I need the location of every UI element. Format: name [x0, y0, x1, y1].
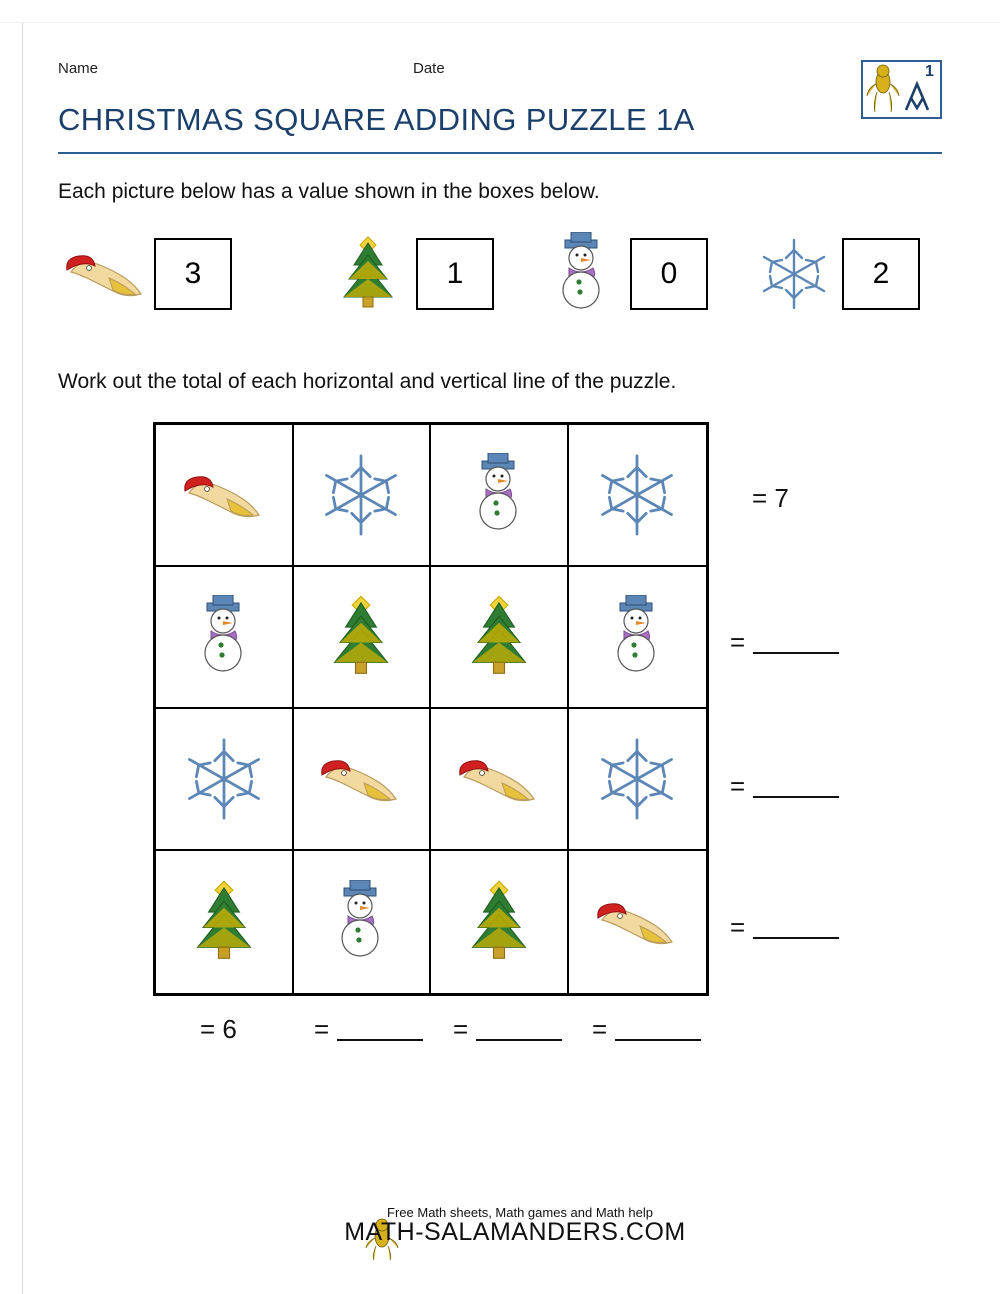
- grid-cell: [294, 851, 432, 993]
- row-total-1[interactable]: [752, 483, 789, 514]
- logo-level-number: 1: [925, 63, 934, 80]
- snowflake-icon: [591, 733, 683, 825]
- col-total-1-text: = 6: [200, 1014, 237, 1044]
- key-item-worm: [58, 228, 232, 320]
- row-total-3-blank[interactable]: [753, 776, 839, 798]
- grid-cell: [431, 425, 569, 567]
- snowman-icon: [602, 595, 672, 679]
- snowman-icon: [534, 230, 630, 318]
- col-total-3-text: =: [453, 1014, 469, 1044]
- key-value-tree: 1: [416, 238, 494, 310]
- footer-tagline: Free Math sheets, Math games and Math help: [387, 1205, 653, 1220]
- worm-icon: [58, 230, 154, 318]
- snowflake-icon: [315, 449, 407, 541]
- snowman-icon: [189, 595, 259, 679]
- grid-cell: [156, 709, 294, 851]
- salamander-logo-icon: [863, 62, 940, 117]
- grid-cell: [569, 851, 707, 993]
- row-total-3-text: =: [730, 771, 746, 801]
- grid-cell: [156, 425, 294, 567]
- col-total-2-blank[interactable]: [337, 1019, 423, 1041]
- puzzle-grid: [153, 422, 709, 996]
- worm-icon: [452, 747, 546, 811]
- key-value-snowflake: 2: [842, 238, 920, 310]
- row-total-2-blank[interactable]: [753, 632, 839, 654]
- christmas-tree-icon: [466, 591, 532, 683]
- instruction-line-1: Each picture below has a value shown in the boxes below.: [58, 180, 600, 203]
- grid-cell: [294, 425, 432, 567]
- snowman-icon: [326, 880, 396, 964]
- grid-cell: [294, 567, 432, 709]
- col-total-4-text: =: [592, 1014, 608, 1044]
- row-total-4-text: =: [730, 912, 746, 942]
- christmas-tree-icon: [466, 876, 532, 968]
- grid-cell: [431, 851, 569, 993]
- grid-cell: [156, 567, 294, 709]
- grid-cell: [156, 851, 294, 993]
- key-item-tree: [320, 228, 494, 320]
- grid-cell: [569, 425, 707, 567]
- value-key-row: [58, 228, 938, 320]
- col-total-4-blank[interactable]: [615, 1019, 701, 1041]
- grid-cell: [569, 567, 707, 709]
- worm-icon: [177, 463, 271, 527]
- key-item-snowman: [534, 228, 708, 320]
- footer-site[interactable]: MATH-SALAMANDERS.COM: [344, 1218, 686, 1246]
- col-total-3[interactable]: [453, 1014, 562, 1045]
- snowflake-icon: [178, 733, 270, 825]
- row-total-4[interactable]: [730, 912, 839, 943]
- date-label: Date: [413, 60, 445, 77]
- key-item-snowflake: [746, 228, 920, 320]
- key-value-worm: 3: [154, 238, 232, 310]
- worm-icon: [314, 747, 408, 811]
- grid-cell: [431, 567, 569, 709]
- row-total-3[interactable]: [730, 771, 839, 802]
- col-total-2-text: =: [314, 1014, 330, 1044]
- key-value-snowman: 0: [630, 238, 708, 310]
- col-total-1[interactable]: [200, 1014, 237, 1045]
- snowman-icon: [464, 453, 534, 537]
- grid-cell: [431, 709, 569, 851]
- christmas-tree-icon: [191, 876, 257, 968]
- row-total-2[interactable]: [730, 627, 839, 658]
- footer: [0, 1205, 1000, 1247]
- page-top-margin: [0, 0, 1000, 23]
- grid-cell: [294, 709, 432, 851]
- row-total-2-text: =: [730, 627, 746, 657]
- col-total-2[interactable]: [314, 1014, 423, 1045]
- name-label: Name: [58, 60, 99, 77]
- title-divider: [58, 152, 942, 154]
- col-total-4[interactable]: [592, 1014, 701, 1045]
- christmas-tree-icon: [320, 230, 416, 318]
- row-total-1-text: = 7: [752, 483, 789, 513]
- worm-icon: [590, 890, 684, 954]
- col-total-3-blank[interactable]: [476, 1019, 562, 1041]
- snowflake-icon: [746, 230, 842, 318]
- snowflake-icon: [591, 449, 683, 541]
- page-left-margin: [0, 0, 23, 1294]
- christmas-tree-icon: [328, 591, 394, 683]
- instruction-line-2: Work out the total of each horizontal and vertical line of the puzzle.: [58, 370, 677, 393]
- grid-cell: [569, 709, 707, 851]
- page-title: CHRISTMAS SQUARE ADDING PUZZLE 1A: [58, 102, 695, 137]
- row-total-4-blank[interactable]: [753, 917, 839, 939]
- math-salamanders-logo: [861, 60, 942, 119]
